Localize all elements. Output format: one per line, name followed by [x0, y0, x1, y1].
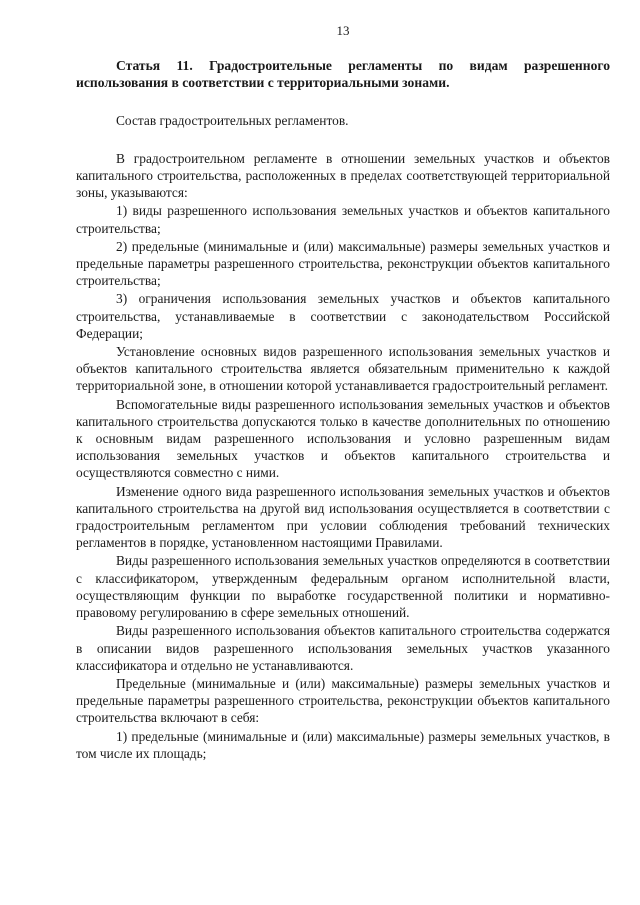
- paragraph: Виды разрешенного использования объектов капитального строительства содержатся в описании видов разрешенного использования земельных участков указанного классификатора и отдельно не устанавливаются.: [76, 623, 610, 673]
- paragraph: Изменение одного вида разрешенного использования земельных участков и объектов капитального строительства на другой вид использования осуществляется в соответствии с градостроительным регламентом при условии соблюдения требований технических регламентов в порядке, установленном настоящими Правилами.: [76, 483, 610, 551]
- paragraph: Предельные (минимальные и (или) максимальные) размеры земельных участков и предельные параметры разрешенного строительства, реконструкции объектов капитального строительства включают в себя:: [76, 675, 610, 726]
- paragraph: Виды разрешенного использования земельных участков определяются в соответствии с классификатором, утвержденным федеральным органом исполнительной власти, осуществляющим функции по выработке государственной политики и нормативно-правовому регулированию в сфере земельных отношений.: [76, 553, 610, 621]
- article-body: [76, 150, 610, 762]
- paragraph: В градостроительном регламенте в отношении земельных участков и объектов капитального строительства, расположенных в пределах соответствующей территориальной зоны, указываются:: [76, 150, 610, 201]
- page-number: 13: [336, 23, 350, 38]
- paragraph: Установление основных видов разрешенного использования земельных участков и объектов капитального строительства является обязательным применительно к каждой территориальной зоне, в отношении которой устанавливается градостроительный регламент.: [76, 344, 610, 394]
- section-subtitle: Состав градостроительных регламентов.: [116, 112, 349, 128]
- paragraph: 1) предельные (минимальные и (или) максимальные) размеры земельных участков, в том числе их площадь;: [76, 728, 610, 761]
- article-title: Статья 11. Градостроительные регламенты по видам разрешенного использования в соответствии с территориальными зонами.: [76, 58, 610, 91]
- paragraph: Вспомогательные виды разрешенного использования земельных участков и объектов капитального строительства допускаются только в качестве дополнительных по отношению к основным видам разрешенного использования и условно разрешенным видам использования земельных участков и объектов капитального строительства и осуществляются совместно с ними.: [76, 396, 610, 481]
- paragraph: 2) предельные (минимальные и (или) максимальные) размеры земельных участков и предельные параметры разрешенного строительства, реконструкции объектов капитального строительства;: [76, 238, 610, 289]
- paragraph: 1) виды разрешенного использования земельных участков и объектов капитального строительства;: [76, 203, 610, 236]
- paragraph: 3) ограничения использования земельных участков и объектов капитального строительства, устанавливаемые в соответствии с законодательством Российской Федерации;: [76, 291, 610, 341]
